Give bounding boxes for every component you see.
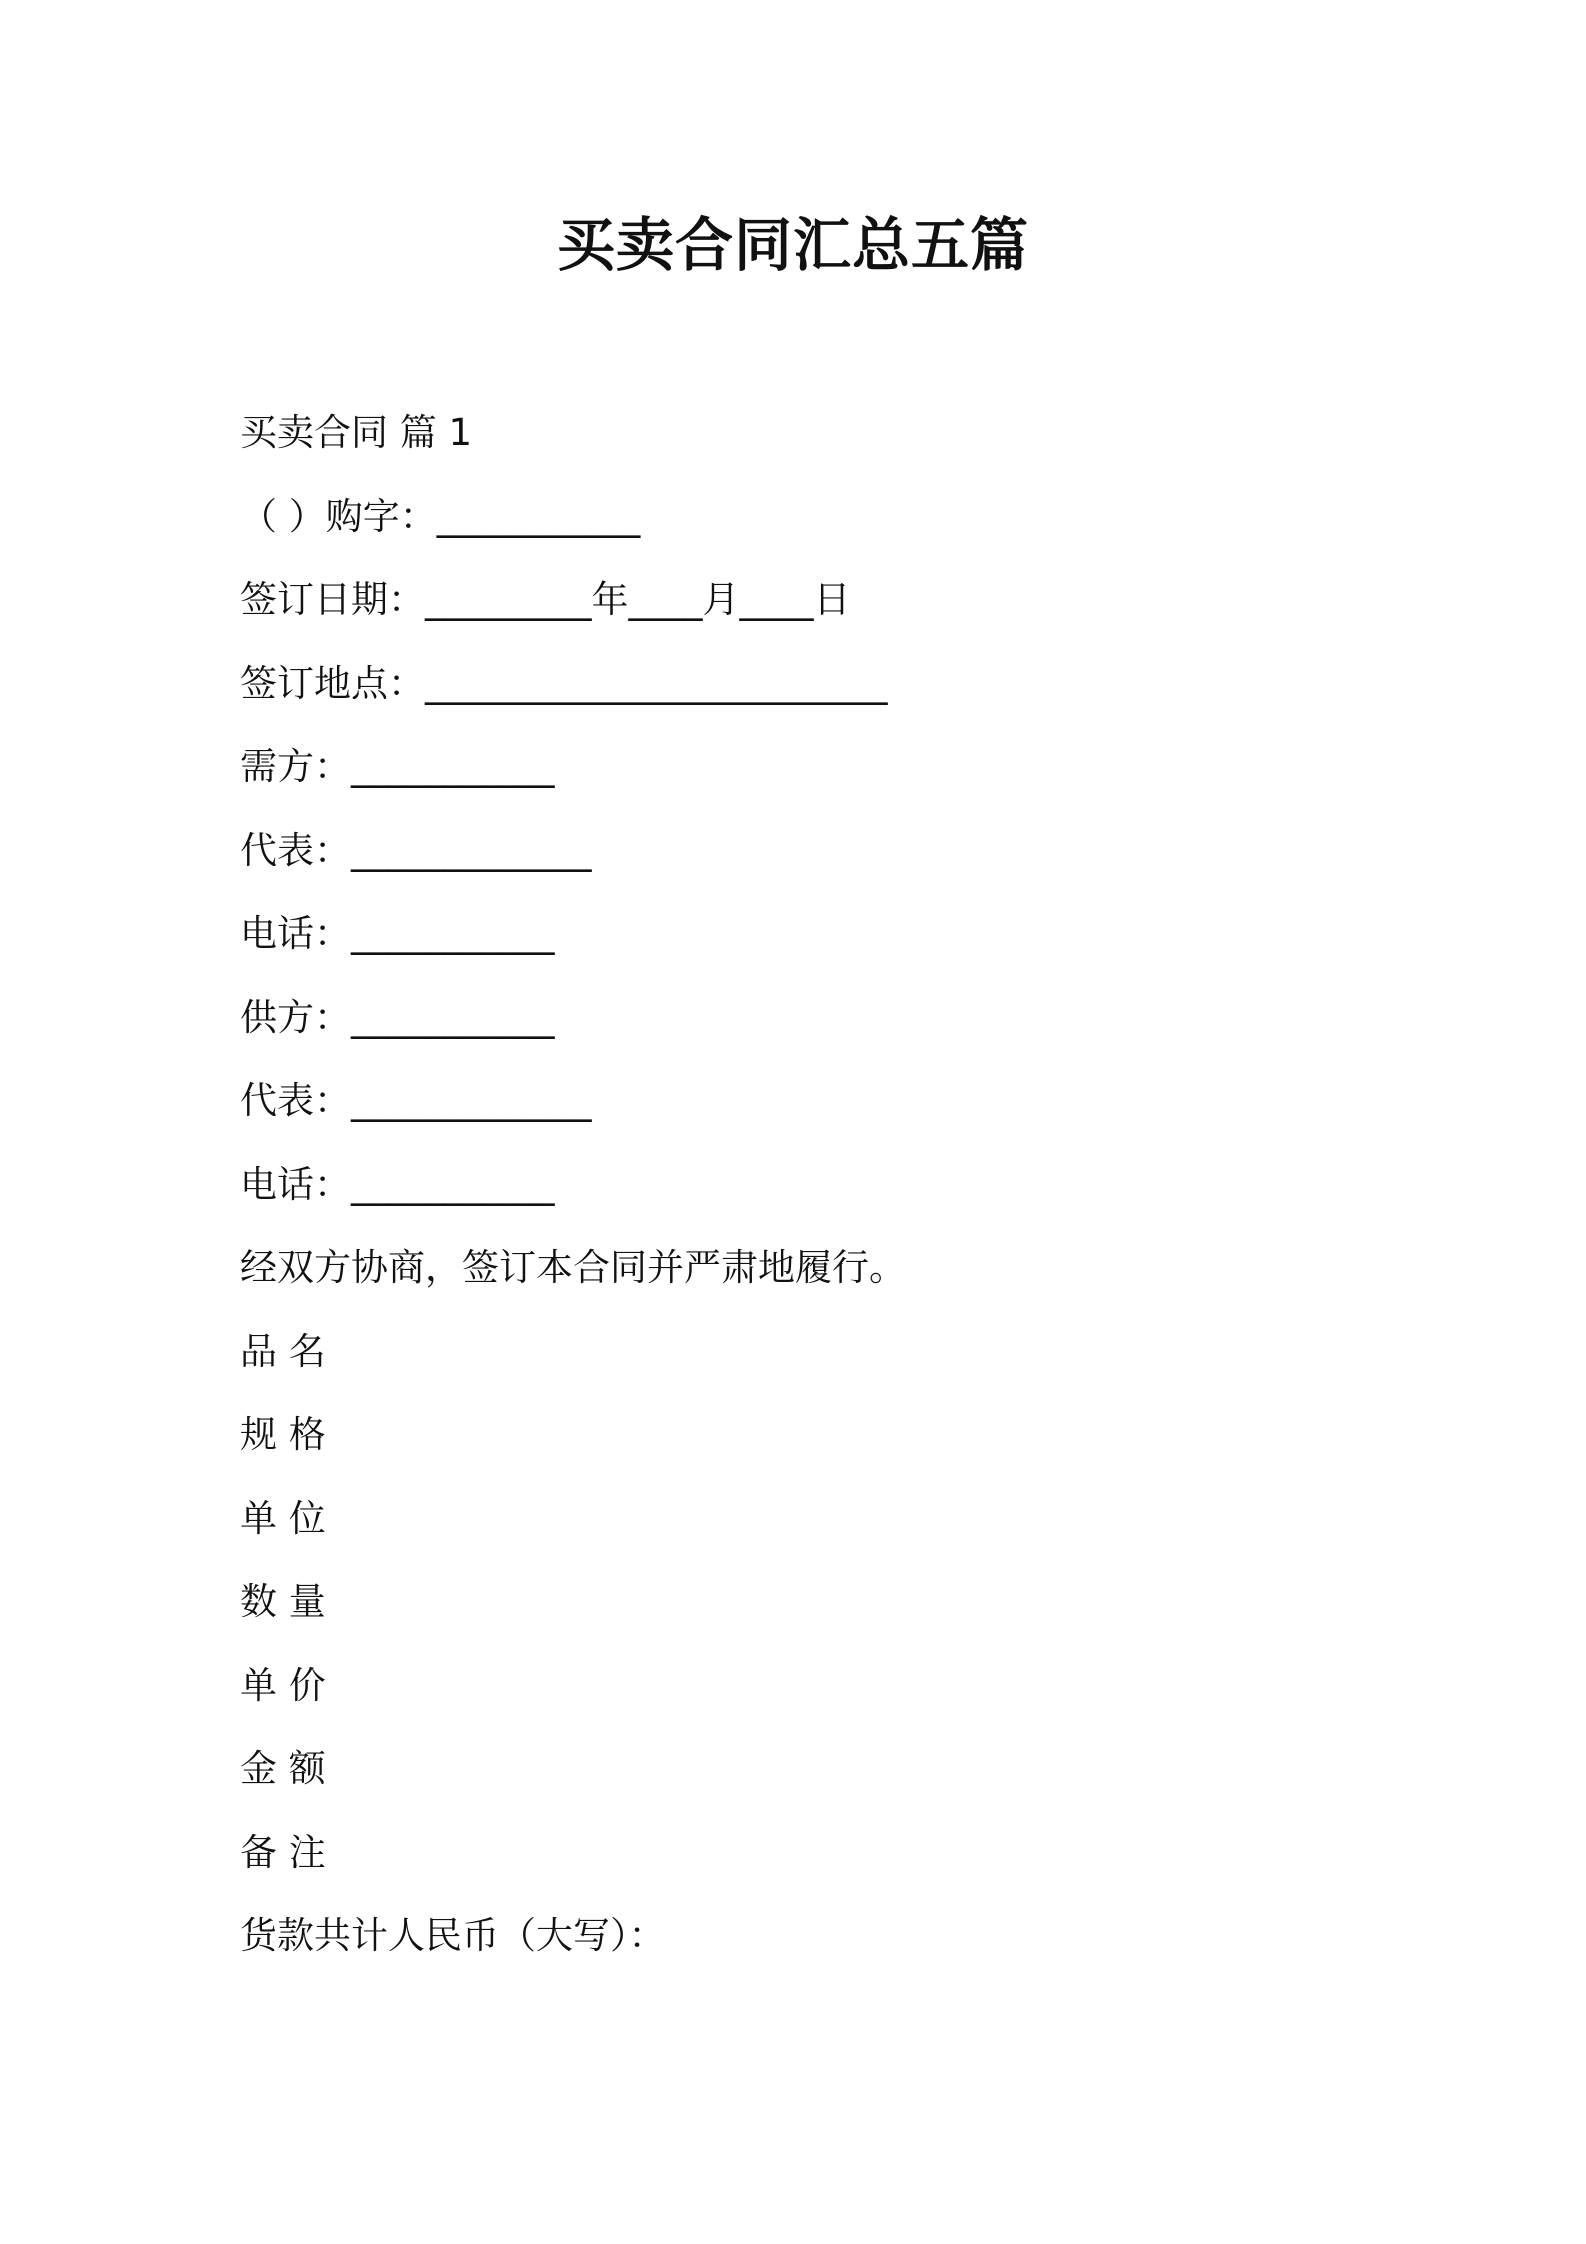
purchase-number-line: （ ）购字：___________ xyxy=(240,495,641,538)
buyer-line: 需方：___________ xyxy=(240,745,555,788)
supplier-representative-line: 代表：_____________ xyxy=(240,1079,592,1122)
buyer-representative-line: 代表：_____________ xyxy=(240,829,592,872)
supplier-line: 供方：___________ xyxy=(240,996,555,1039)
signing-date-line: 签订日期：_________年____月____日 xyxy=(240,578,851,621)
specification-label: 规 格 xyxy=(240,1413,326,1456)
amount-label: 金 额 xyxy=(240,1747,326,1790)
section-heading: 买卖合同 篇 1 xyxy=(240,411,473,454)
remarks-label: 备 注 xyxy=(240,1831,326,1874)
item-name-label: 品 名 xyxy=(240,1330,326,1373)
buyer-phone-line: 电话：___________ xyxy=(240,912,555,955)
quantity-label: 数 量 xyxy=(240,1580,326,1623)
signing-place-line: 签订地点：_________________________ xyxy=(240,662,888,705)
supplier-phone-line: 电话：___________ xyxy=(240,1163,555,1206)
unit-label: 单 位 xyxy=(240,1497,326,1540)
total-payment-line: 货款共计人民币（大写）： xyxy=(240,1914,666,1957)
unit-price-label: 单 价 xyxy=(240,1664,326,1707)
document-title: 买卖合同汇总五篇 xyxy=(556,211,1029,279)
agreement-sentence: 经双方协商，签订本合同并严肃地履行。 xyxy=(240,1246,906,1289)
